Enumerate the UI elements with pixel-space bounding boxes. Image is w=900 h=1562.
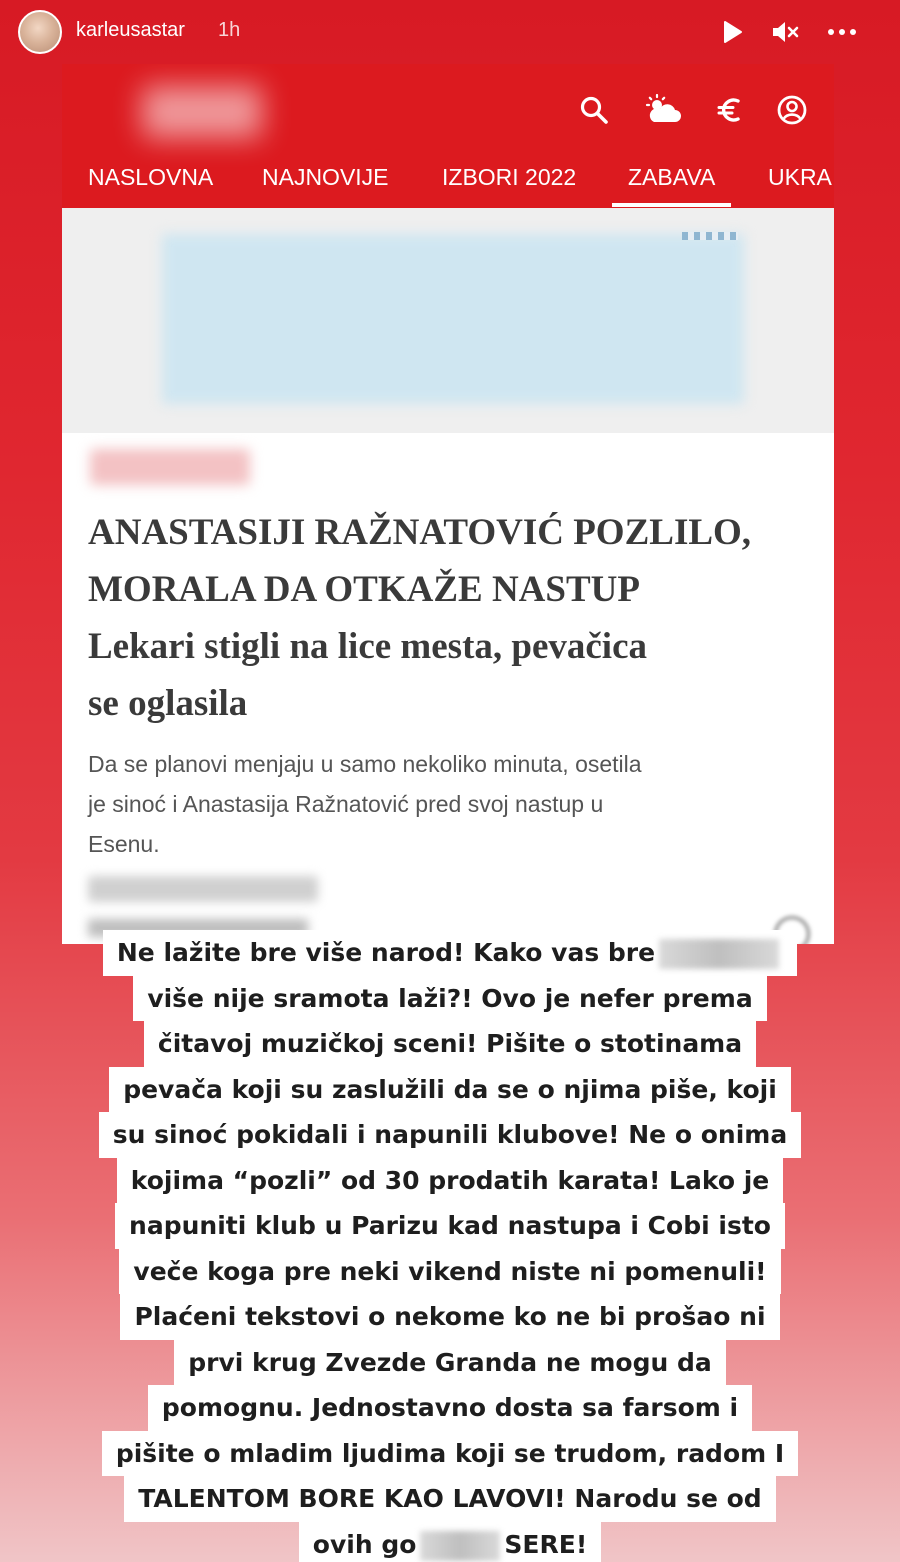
site-logo-blurred — [142, 86, 262, 138]
headline-line: MORALA DA OTKAŽE NASTUP — [88, 569, 640, 610]
story-header — [0, 0, 900, 64]
headline-line: Lekari stigli na lice mesta, pevačica — [88, 626, 648, 667]
caption-line: su sinoć pokidali i napunili klubove! Ne o onima — [99, 1112, 801, 1158]
lead-line: Da se planovi menjaju u samo nekoliko minuta, osetila — [88, 751, 642, 777]
post-time: 1h — [218, 19, 241, 41]
site-header — [62, 64, 834, 208]
weather-icon[interactable] — [644, 94, 676, 126]
nav-item-najnovije[interactable]: NAJNOVIJE — [262, 164, 389, 190]
ad-image-blurred — [162, 234, 744, 404]
nav-item-naslovna[interactable]: NASLOVNA — [88, 164, 214, 190]
caption-line: veče koga pre neki vikend niste ni pomenuli! — [119, 1249, 780, 1295]
censored-word — [659, 939, 779, 969]
caption-line — [299, 1522, 601, 1562]
ad-choices-blurred — [682, 232, 738, 240]
caption-text: ovih go — [312, 1529, 417, 1559]
ad-banner-blurred — [62, 208, 834, 433]
story-caption — [0, 930, 900, 1562]
article-lead — [88, 744, 808, 864]
user-icon[interactable] — [776, 94, 808, 126]
more-icon[interactable] — [826, 18, 854, 46]
caption-text: SERE! — [504, 1529, 588, 1559]
lead-line: Esenu. — [88, 831, 160, 857]
lead-line: je sinoć i Anastasija Ražnatović pred svoj nastup u — [88, 791, 604, 817]
headline-line: ANASTASIJI RAŽNATOVIĆ POZLILO, — [88, 512, 752, 553]
caption-line: više nije sramota laži?! Ovo je nefer prema — [133, 976, 766, 1022]
euro-icon[interactable] — [714, 94, 746, 126]
caption-line: pevača koji su zaslužili da se o njima piše, koji — [109, 1067, 791, 1113]
mute-icon[interactable] — [770, 18, 798, 46]
nav-item-izbori-2022[interactable]: IZBORI 2022 — [442, 164, 577, 190]
nav-item-zabava[interactable]: ZABAVA — [628, 164, 716, 190]
caption-line: napuniti klub u Parizu kad nastupa i Cobi isto — [115, 1203, 785, 1249]
article-screenshot — [62, 64, 834, 944]
category-label-blurred — [90, 449, 250, 485]
author-blurred — [88, 876, 318, 902]
headline-line: se oglasila — [88, 683, 248, 724]
site-nav — [62, 160, 834, 208]
play-icon[interactable] — [718, 18, 746, 46]
caption-line: Plaćeni tekstovi o nekome ko ne bi prošao ni — [120, 1294, 779, 1340]
nav-item-ukra[interactable]: UKRA — [768, 164, 832, 190]
caption-line: čitavoj muzičkoj sceni! Pišite o stotinama — [144, 1021, 756, 1067]
caption-line: prvi krug Zvezde Granda ne mogu da — [174, 1340, 725, 1386]
avatar[interactable] — [18, 10, 62, 54]
article-headline — [88, 504, 818, 732]
caption-text: Ne lažite bre više narod! Kako vas bre — [116, 938, 656, 967]
censored-word — [420, 1531, 500, 1561]
caption-line: kojima “pozli” od 30 prodatih karata! Lako je — [117, 1158, 783, 1204]
caption-line: pomognu. Jednostavno dosta sa farsom i — [148, 1385, 752, 1431]
search-icon[interactable] — [578, 94, 610, 126]
caption-line: pišite o mladim ljudima koji se trudom, radom I — [102, 1431, 798, 1477]
caption-line — [103, 930, 797, 976]
caption-line: TALENTOM BORE KAO LAVOVI! Narodu se od — [124, 1476, 775, 1522]
username[interactable]: karleusastar — [76, 19, 185, 41]
